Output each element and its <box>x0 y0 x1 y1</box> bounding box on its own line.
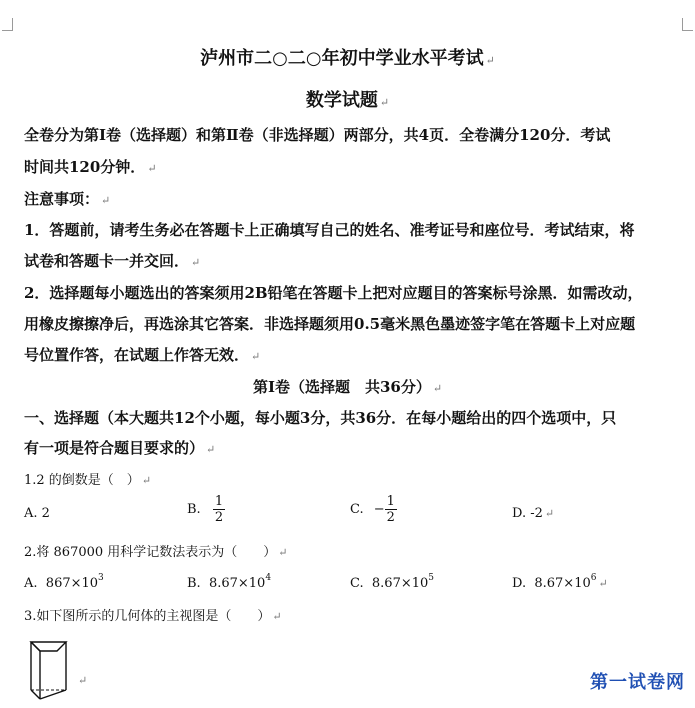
option-label: B. <box>187 502 201 517</box>
question-1-option-d: D. -2 ↵ <box>512 506 555 521</box>
question-1-stem: 1.2 的倒数是（ ） ↵ <box>24 473 152 488</box>
page-corner-mark-right <box>682 18 693 31</box>
option-value: 867×10 <box>45 576 99 591</box>
exponent: 3 <box>98 573 104 583</box>
question-1-option-b <box>187 494 225 525</box>
option-label: B. <box>187 576 201 591</box>
paragraph-mark-icon: ↵ <box>101 194 111 207</box>
question-3-stem: 3.如下图所示的几何体的主视图是（ ） ↵ <box>24 609 282 624</box>
exam-subtitle: 数学试题 ↵ <box>305 90 390 111</box>
paragraph-mark-icon: ↵ <box>598 577 608 590</box>
fraction <box>385 494 397 525</box>
question-2-option-c <box>350 573 434 591</box>
notice-heading: 注意事项： ↵ <box>24 190 111 208</box>
paragraph-mark-icon: ↵ <box>147 162 157 175</box>
option-value: 8.67×10 <box>534 576 591 591</box>
notice-2-line-2: 用橡皮擦擦净后，再选涂其它答案．非选择题须用0.5毫米黑色墨迹签字笔在答题卡上对应题 <box>24 315 636 333</box>
fraction-denominator: 2 <box>386 510 395 525</box>
question-1-option-a: A. 2 <box>24 506 50 521</box>
paragraph-mark-icon: ↵ <box>485 54 495 67</box>
fraction-denominator: 2 <box>214 510 224 525</box>
option-label: A. <box>24 576 38 591</box>
section-title: 第Ⅰ卷（选择题 共36分） ↵ <box>252 378 443 396</box>
watermark-logo: 第一试卷网 <box>590 672 685 693</box>
paragraph-mark-icon: ↵ <box>206 443 216 456</box>
paragraph-mark-icon: ↵ <box>544 507 555 520</box>
part-1-heading-line-2: 有一项是符合题目要求的） ↵ <box>24 439 216 457</box>
paragraph-mark-icon: ↵ <box>272 610 282 623</box>
paragraph-mark-icon: ↵ <box>191 256 201 269</box>
minus-sign: − <box>373 502 385 517</box>
question-2-option-d <box>512 573 608 591</box>
fraction-numerator: 1 <box>386 494 395 509</box>
option-label: C. <box>350 502 364 517</box>
intro-line-2: 时间共120分钟． ↵ <box>24 158 157 176</box>
paragraph-mark-icon: ↵ <box>251 350 261 363</box>
paragraph-mark-icon: ↵ <box>278 546 288 559</box>
question-2-option-b <box>187 573 271 591</box>
option-label: C. <box>350 576 364 591</box>
fraction <box>213 494 225 525</box>
paragraph-mark-icon: ↵ <box>78 674 88 687</box>
question-2-option-a <box>24 573 104 591</box>
notice-2-line-1: 2．选择题每小题选出的答案须用2B铅笔在答题卡上把对应题目的答案标号涂黑．如需改动， <box>24 284 643 302</box>
option-value: 8.67×10 <box>208 576 266 591</box>
paragraph-mark-icon: ↵ <box>432 382 443 395</box>
notice-2-line-3: 号位置作答，在试题上作答无效． ↵ <box>24 346 261 364</box>
part-1-heading-line-1: 一、选择题（本大题共12个小题，每小题3分，共36分．在每小题给出的四个选项中，只 <box>24 409 617 427</box>
triangular-prism-figure <box>22 638 82 704</box>
paragraph-mark-icon: ↵ <box>141 474 152 487</box>
exponent: 5 <box>428 573 435 583</box>
option-value: 8.67×10 <box>371 576 429 591</box>
option-label: D. <box>512 576 527 591</box>
paragraph-mark-icon: ↵ <box>379 96 390 109</box>
question-1-option-c <box>350 494 397 525</box>
exponent: 4 <box>265 573 272 583</box>
question-2-stem: 2.将 867000 用科学记数法表示为（ ） ↵ <box>24 545 288 560</box>
exponent: 6 <box>590 573 597 583</box>
intro-line-1: 全卷分为第Ⅰ卷（选择题）和第Ⅱ卷（非选择题）两部分，共4页．全卷满分120分．考试 <box>24 126 611 144</box>
page-corner-mark-left <box>2 18 13 31</box>
notice-1-line-2: 试卷和答题卡一并交回． ↵ <box>24 252 201 270</box>
fraction-numerator: 1 <box>214 494 224 509</box>
notice-1-line-1: 1．答题前，请考生务必在答题卡上正确填写自己的姓名、准考证号和座位号．考试结束，将 <box>24 221 635 239</box>
exam-title: 泸州市二○二○年初中学业水平考试 ↵ <box>200 48 495 69</box>
